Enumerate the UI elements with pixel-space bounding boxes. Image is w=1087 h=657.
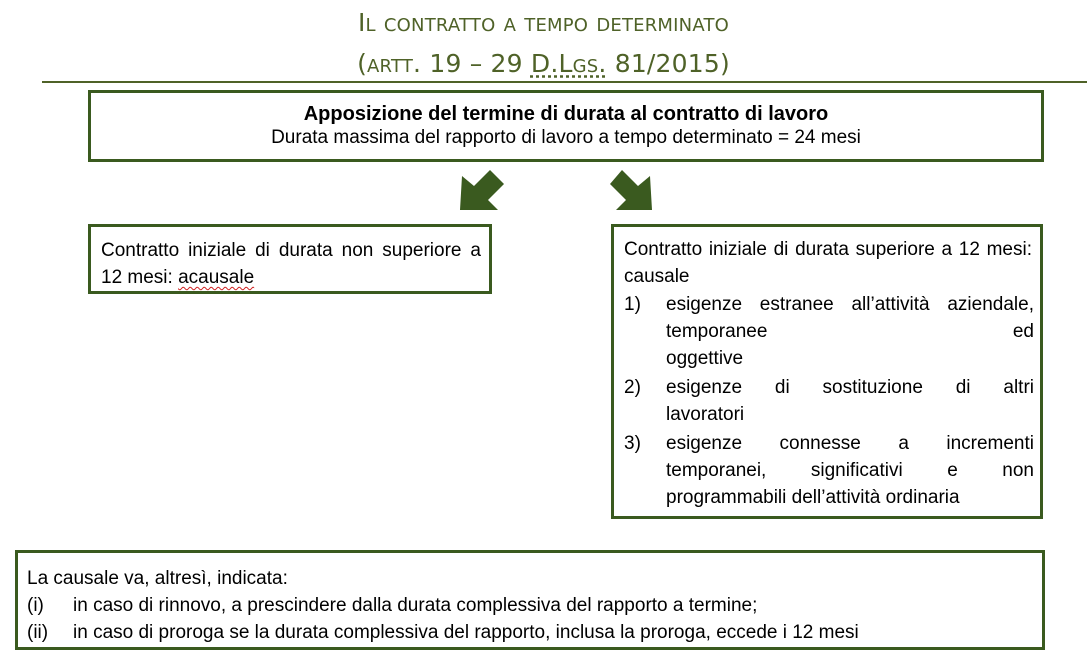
list-item-number: 3) <box>624 433 641 454</box>
short-contract-text <box>101 237 481 291</box>
list-item <box>27 592 757 619</box>
list-item <box>624 291 1034 372</box>
article-range: 19 – 29 <box>421 49 531 78</box>
list-item-number: 2) <box>624 377 641 398</box>
list-item-number: (ii) <box>27 622 49 643</box>
slide-title: Il contratto a tempo determinato <box>357 8 730 37</box>
long-contract-box <box>611 224 1043 519</box>
list-item-text-cont: programmabili dell’attività ordinaria <box>666 487 960 508</box>
long-contract-intro: Contratto iniziale di durata superiore a 12 mesi: causale <box>624 239 1032 287</box>
arrow-down-right-icon <box>604 164 664 218</box>
paren-open: ( <box>357 49 368 78</box>
list-item <box>624 374 1034 428</box>
list-item <box>624 430 1034 511</box>
short-contract-description: Contratto iniziale di durata non superiore a 12 mesi: <box>101 240 481 288</box>
list-item-number: 1) <box>624 294 641 315</box>
list-item-number: (i) <box>27 595 44 616</box>
list-item-text: esigenze estranee all’attività aziendale, temporanee ed <box>666 294 1034 342</box>
law-reference: 81/2015) <box>606 49 730 78</box>
list-item-text-cont: lavoratori <box>666 404 745 425</box>
list-item-text-cont: oggettive <box>666 348 744 369</box>
dlgs-label: D.Lgs. <box>530 49 607 78</box>
list-item-text: in caso di proroga se la durata complessiva del rapporto, inclusa la proroga, eccede i 12 mesi <box>73 622 859 643</box>
header-subtitle: Durata massima del rapporto di lavoro a tempo determinato = 24 mesi <box>271 127 861 148</box>
list-item-text: in caso di rinnovo, a prescindere dalla durata complessiva del rapporto a termine; <box>73 595 758 616</box>
header-title: Apposizione del termine di durata al contratto di lavoro <box>303 103 829 125</box>
short-contract-box <box>88 224 492 294</box>
list-item-text: esigenze di sostituzione di altri <box>666 377 1034 398</box>
title-divider <box>42 81 1087 83</box>
slide-subtitle-reference <box>0 47 1087 81</box>
list-item <box>27 619 859 646</box>
list-item-text: esigenze connesse a incrementi temporanei, significativi e non <box>666 433 1034 481</box>
acausale-highlight: acausale <box>178 267 255 288</box>
artt-label: artt. <box>367 49 422 78</box>
causal-indication-box <box>15 550 1045 650</box>
causal-indication-intro: La causale va, altresì, indicata: <box>27 568 288 589</box>
arrow-down-left-icon <box>452 164 512 218</box>
header-box <box>88 90 1044 162</box>
